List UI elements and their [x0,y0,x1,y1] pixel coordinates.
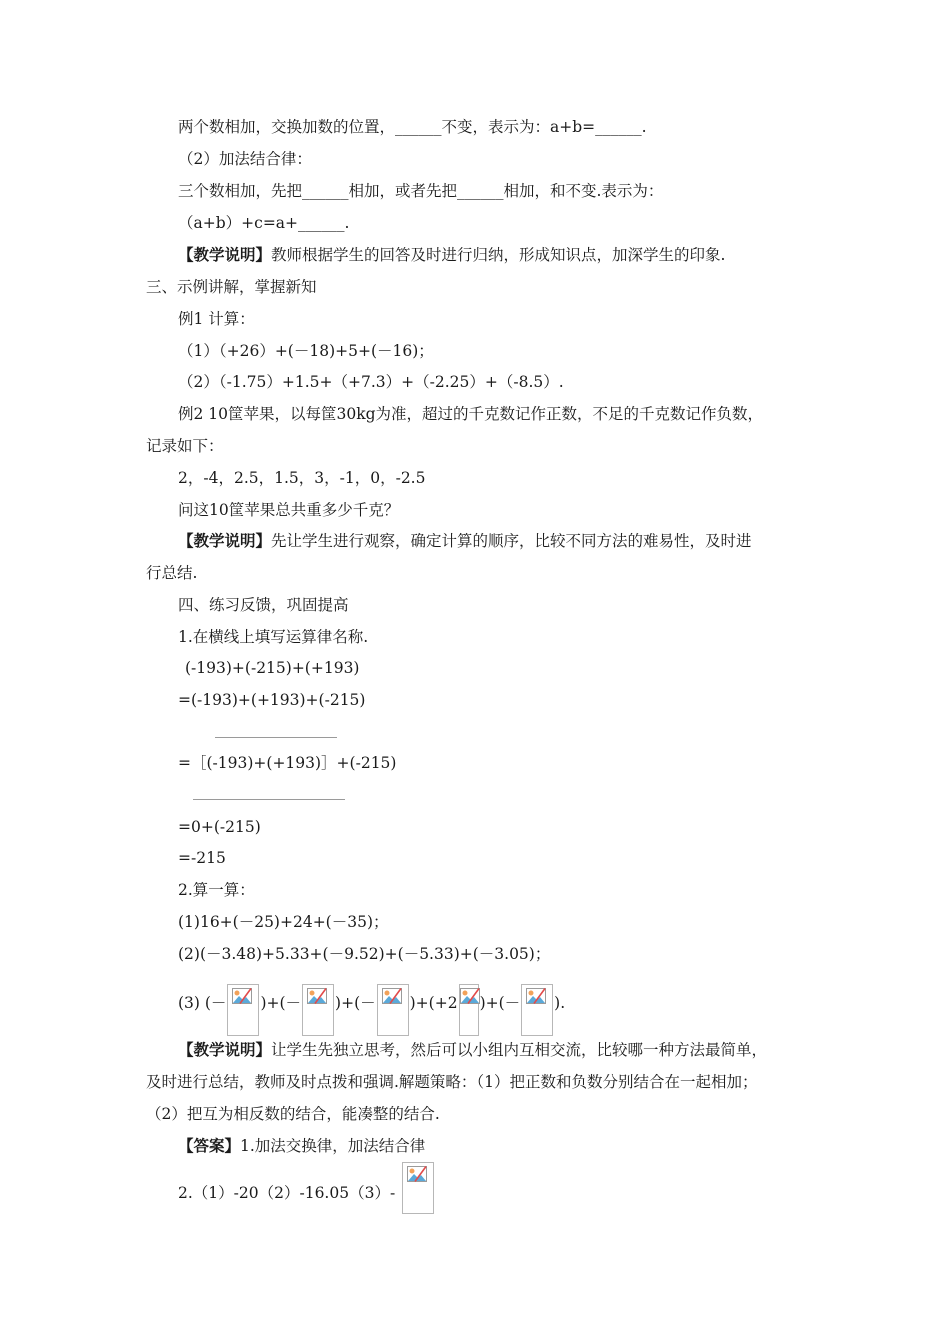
text-line: 两个数相加，交换加数的位置，______不变，表示为：a+b=______. [178,118,647,136]
note-text: 让学生先独立思考，然后可以小组内互相交流，比较哪一种方法最简单， [271,1041,768,1059]
text-line: 1.在横线上填写运算律名称. [178,628,369,646]
math-fragment: )+(－ [260,994,302,1012]
math-line: =［(-193)+(+193)］+(-215) [178,754,397,772]
math-line: =(-193)+(+193)+(-215) [178,691,366,709]
broken-image-icon [407,1166,427,1182]
note-text: 教师根据学生的回答及时进行归纳，形成知识点，加深学生的印象. [271,246,726,264]
text-line: 2.算一算： [178,881,255,899]
section-heading: 四、练习反馈，巩固提高 [178,596,349,614]
text-line: 及时进行总结，教师及时点拨和强调.解题策略：（1）把正数和负数分别结合在一起相加； [146,1073,758,1091]
text-line: 问这10筐苹果总共重多少千克？ [178,501,400,519]
fraction-image [521,984,553,1036]
fraction-image [459,984,479,1036]
math-line: =-215 [178,849,226,867]
math-line: (-193)+(-215)+(+193) [185,659,360,677]
math-fragment: ). [554,994,566,1012]
answer-text: 1.加法交换律，加法结合律 [240,1137,426,1155]
text-line: 三个数相加，先把______相加，或者先把______相加，和不变.表示为： [178,182,664,200]
answer-tag: 【答案】 [178,1136,241,1155]
broken-image-icon [460,988,480,1004]
text-line: 2，-4，2.5，1.5，3，-1，0，-2.5 [178,469,426,487]
note-text: 先让学生进行观察，确定计算的顺序，比较不同方法的难易性，及时进 [271,532,752,550]
fill-in-blank-line [215,737,337,738]
text-line: 例1 计算： [178,310,255,328]
text-line: （2）把互为相反数的结合，能凑整的结合. [146,1105,440,1123]
text-line: 记录如下： [146,437,224,455]
text-line: （2）加法结合律： [178,150,312,168]
math-line: (1)16+(－25)+24+(－35)； [178,913,389,931]
math-fragment: )+(－ [335,994,376,1012]
broken-image-icon [382,988,402,1004]
math-fragment: (3) (－ [178,994,227,1012]
broken-image-icon [526,988,546,1004]
broken-image-icon [307,988,327,1004]
teaching-note [178,1040,767,1060]
text-line: （a+b）+c=a+______. [178,214,350,232]
math-fragment: )+(+2 [409,994,458,1012]
answer-line [178,1136,425,1156]
teaching-note [178,245,725,265]
math-line: (2)(－3.48)+5.33+(－9.52)+(－5.33)+(－3.05)； [178,945,551,963]
text-line: （1）（+26）+(－18)+5+(－16)； [178,342,434,360]
teaching-note [178,531,752,551]
fraction-image [402,1162,434,1214]
fraction-image [302,984,334,1036]
note-tag: 【教学说明】 [178,1040,272,1059]
note-tag: 【教学说明】 [178,531,272,550]
text-line: 行总结. [146,564,198,582]
section-heading: 三、示例讲解，掌握新知 [146,278,317,296]
fill-in-blank-line [193,799,345,800]
fraction-image [377,984,409,1036]
broken-image-icon [232,988,252,1004]
fraction-image [227,984,259,1036]
note-tag: 【教学说明】 [178,245,272,264]
math-line-fractions [178,978,565,1030]
math-line: =0+(-215) [178,818,261,836]
text-line: （2）（-1.75）+1.5+（+7.3）+（-2.25）+（-8.5）. [178,373,564,391]
answer-line: 2.（1）-20（2）-16.05（3）- [178,1184,396,1202]
math-fragment: )+(－ [479,994,521,1012]
text-line: 例2 10筐苹果，以每筐30kg为准，超过的千克数记作正数，不足的千克数记作负数， [178,405,764,423]
